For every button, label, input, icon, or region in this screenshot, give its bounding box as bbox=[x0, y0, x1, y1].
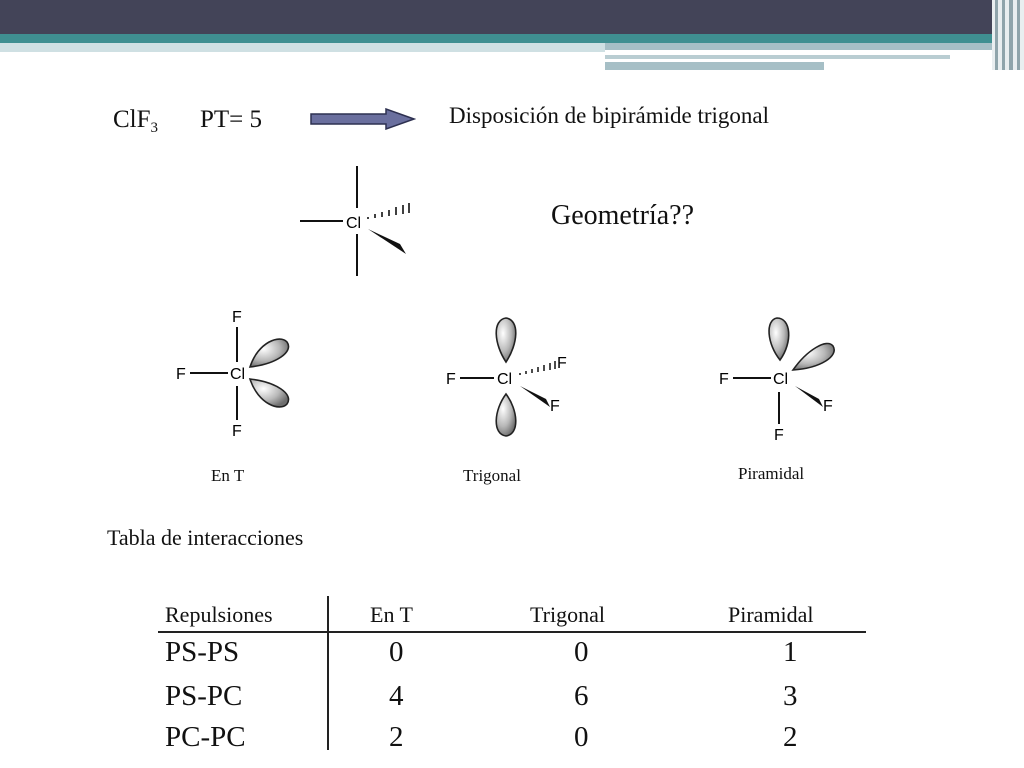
piramidal-ligand-left: F bbox=[719, 371, 729, 388]
en-t-ligand-top: F bbox=[232, 309, 242, 326]
lone-pair-lobe bbox=[496, 394, 516, 436]
table-row-label: PS-PS bbox=[165, 636, 240, 668]
trigonal-center-atom: Cl bbox=[497, 371, 513, 388]
table-row-label: PS-PC bbox=[165, 680, 243, 712]
table-header-row bbox=[158, 596, 866, 632]
formula-base: ClF bbox=[113, 106, 151, 133]
en-t-center-atom: Cl bbox=[230, 366, 246, 383]
table-cell: 0 bbox=[574, 721, 589, 753]
piramidal-center-atom: Cl bbox=[773, 371, 789, 388]
table-cell: 4 bbox=[389, 680, 404, 712]
interactions-table bbox=[158, 596, 866, 758]
skeleton-center-atom: Cl bbox=[346, 215, 362, 232]
tabla-title: Tabla de interacciones bbox=[107, 525, 304, 550]
table-header-cell: Repulsiones bbox=[165, 602, 273, 627]
table-cell: 1 bbox=[783, 636, 798, 668]
disposicion-text: Disposición de bipirámide trigonal bbox=[449, 103, 770, 128]
lone-pair-lobe bbox=[793, 343, 834, 370]
piramidal-ligand-bottom: F bbox=[774, 427, 784, 444]
table-header-cell: Piramidal bbox=[728, 602, 814, 627]
table-header-cell: Trigonal bbox=[530, 602, 605, 627]
table-row bbox=[158, 717, 866, 758]
piramidal-ligand-right: F bbox=[823, 398, 833, 415]
en-t-ligand-left: F bbox=[176, 366, 186, 383]
table-header-cell: En T bbox=[370, 602, 413, 627]
piramidal-geometry-diagram bbox=[715, 310, 855, 445]
lone-pair-lobe bbox=[250, 339, 289, 367]
trigonal-ligand-right-top: F bbox=[557, 355, 567, 372]
table-cell: 0 bbox=[389, 636, 404, 668]
header-band bbox=[0, 0, 1024, 80]
lone-pair-lobe bbox=[250, 379, 289, 407]
pt-label: PT= 5 bbox=[200, 106, 263, 133]
caption-trigonal: Trigonal bbox=[463, 466, 521, 485]
trigonal-ligand-left: F bbox=[446, 371, 456, 388]
table-cell: 6 bbox=[574, 680, 589, 712]
caption-piramidal: Piramidal bbox=[738, 464, 805, 483]
table-cell: 2 bbox=[389, 721, 404, 753]
table-cell: 0 bbox=[574, 636, 589, 668]
lone-pair-lobe bbox=[496, 318, 516, 362]
arrow-right-icon bbox=[310, 108, 416, 130]
formula-clf3 bbox=[113, 106, 158, 137]
table-cell: 2 bbox=[783, 721, 798, 753]
table-row bbox=[158, 676, 866, 717]
en-t-geometry-diagram bbox=[170, 300, 320, 445]
lone-pair-lobe bbox=[769, 318, 789, 360]
table-row-label: PC-PC bbox=[165, 721, 246, 753]
table-row bbox=[158, 632, 866, 676]
bipyramid-skeleton-diagram bbox=[296, 162, 436, 282]
geometria-question: Geometría?? bbox=[551, 200, 695, 231]
formula-subscript: 3 bbox=[150, 120, 159, 136]
trigonal-ligand-right-bottom: F bbox=[550, 398, 560, 415]
caption-en-t: En T bbox=[211, 466, 245, 485]
en-t-ligand-bottom: F bbox=[232, 423, 242, 440]
trigonal-geometry-diagram bbox=[440, 310, 590, 445]
table-cell: 3 bbox=[783, 680, 798, 712]
